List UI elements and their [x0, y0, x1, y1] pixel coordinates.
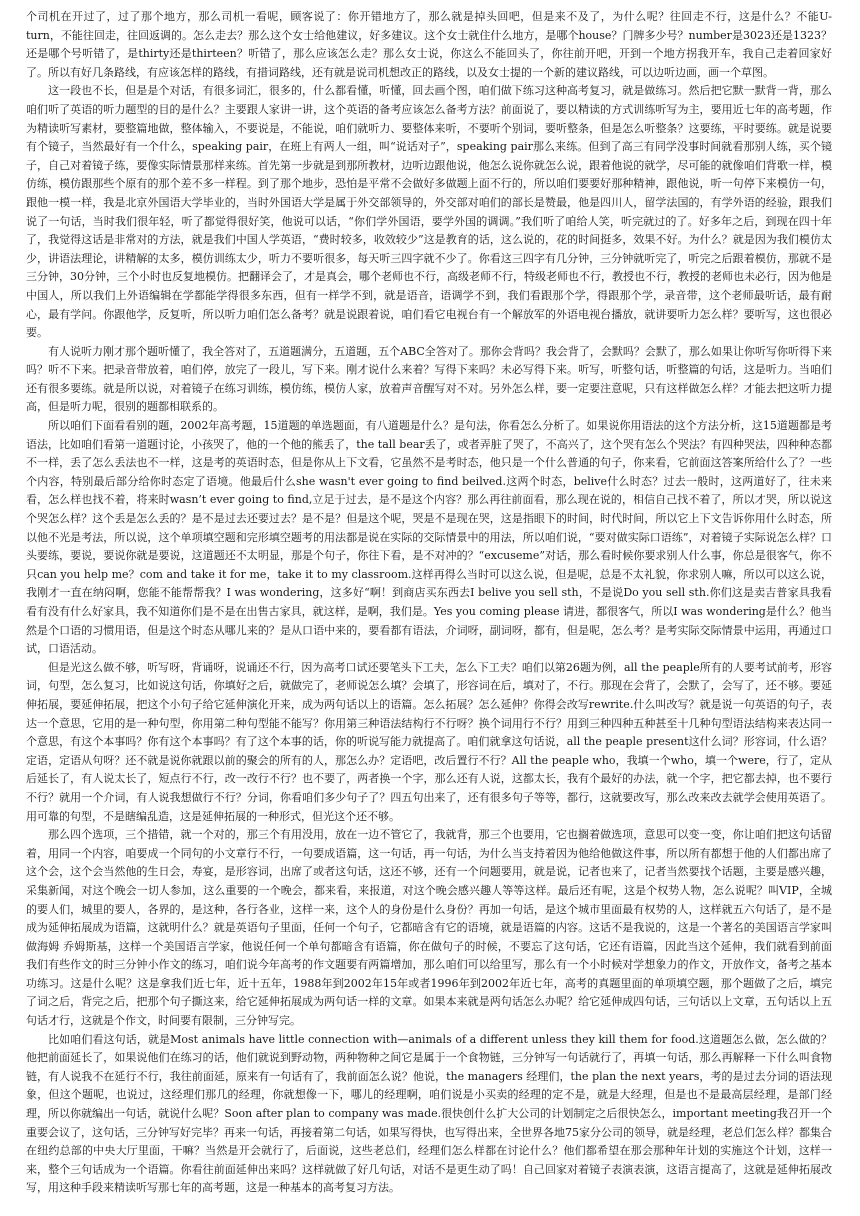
paragraph-4: 所以咱们下面看看别的题，2002年高考题，15道题的单选题面，有八道题是什么？是句法，你看怎么分析了。如果说你用语法的这个方法分析，这15道题都是考语法，比如咱们看第一道题讨论，小孩哭了，他的一个他的熊丢了，the tall bear丢了，或者弄脏了哭了，不高兴了，这个哭有怎么个哭法？有四种哭法，四种种态都不一样，丢了怎么丢法也不一样，这是考的英语时态，但是你从上下文看，它虽然不是考时态，他只是一个什么普通的句子，你来看，它前面这答案所给什么了？一些个内容，特别最后部分给你时态定了语境。他最后什么she wasn't ever going to find beilved.这两个时态，belive什么时态？过去一般时，这两道好了，往未来看，怎么样也找不着，将来时wasn’t ever going to find,立足于过去，是不是这个内容？那么再往前面看，那么现在说的，相信自己找不着了，所以才哭，所以说这个哭怎么样？这个丢是怎么丢的？是不是过去还要过去？是不是？但是这个呢，哭是不是现在哭，这是指眼下的时间，时代时间，所以它上下文告诉你用什么时态，所以他不光是考法，所以说，这个单项填空题和完形填空题考的用法都是说在实际的交际情景中的用法，所以咱们说，“要对做实际口语练”，对着镜子实际说怎么样？口头要练，要说，要说你就是要说，这道题还不太明显，那是个句子，你往下看，是不对冲的？“excuseme”对话，那么看时候你要求别人什么事，你总是很客气，你不只can you help me？com and take it for me，take it to my classroom.这样再得么当时可以这么说，但是呢，总是不太礼貌，你求别人嘛，所以可以这么说，我刚才一直在纳闷啊，您能不能帮帮我？I was wondering，这多好“啊！到商店买东西去I belive you sell sth，不是说Do you sell sth.你们这是卖吉普家具我看看有没有什么好家具，我不知道你们是不是在出售古家具，就这样，是啊，我们是。Yes you coming please 请进，都很客气，所以I was wondering是什么？他当然是个口语的习惯用语，但是这个时态从哪儿来的？是从口语中来的，要看都有语法，介词呀，副词呀，都有，但是呢，怎么考？是考实际交际情景中运用，再通过口试，口语活动。 — [26, 419, 832, 656]
paragraph-1: 个司机在开过了，过了那个地方，那么司机一看呢，顾客说了：你开错地方了，那么就是掉头回吧，但是来不及了，为什么呢？往回走不行，这是什么？不能U-turn，不能往回走，往回返调的。怎么走去？那么这个女士给他建议，好多建议。这个女士就住什么地方，是哪个house？门牌多少号？number是3023还是1323？还是哪个号听错了，是thirty还是thirteen？听错了，那么应该怎么走？那么女士说，你这么不能回头了，你往前开吧，开到一个地方拐我开车，我自己走着回家好了。所以有好几条路线，有应该怎样的路线，有措词路线，还有就是说司机想改正的路线，以及女士提的一个新的建议路线，可以边听边画，画一个草图。 — [26, 10, 832, 79]
paragraph-2: 这一段也不长，但是是个对话，有很多词汇，很多的，什么都看懂，听懂，回去画个图，咱们做下练习这种高考复习，就是做练习。然后把它默一默背一背，那么咱们听了英语的听力题型的目的是什么？主要跟人家讲一讲，这个英语的备考应该怎么备考方法？前面说了，要以精读的方式训练听写为主，要用近七年的高考题，作为精读听写素材，要整篇地做，整体输入，不要说是，不能说，咱们就听力、要整体来听，不要听个别词，要听整条，但是怎么听整条？这要练，平时要练。就是说要有个镜子，当然最好有一个什么，speaking pair，在班上有两人一组，叫“说话对子”，speaking pair那么来练。但到了高三有同学没事时间就看那别人练，买个镜子，自己对着镜子练，要像实际情景那样来练。首先第一步就是到那所教材，边听边跟他说，他怎么说你就怎么说，跟着他说的就学，尽可能的就像咱们背歌一样，模仿练，模仿跟那些个原有的那个差不多一样程。到了那个地步，恐怕是平常不会做好多做题上面不行的，所以咱们要要好那种精神，跟他说，听一句停下来模仿一句，跟他一模一样，我是北京外国语大学毕业的，当时外国语大学是属于外交部领导的，外交部对咱们的部长是赞最，他是四川人，留学法国的，有学外语的经验，跟我们说了一句话，当时我们很年轻，听了都觉得很好笑，他说可以话，“你们学外国语，要学外国的调调。”我们听了咱给人笑，听完就过的了。好多年之后，到现在四十年了，我觉得这话是非常对的方法，就是我们中国人学英语，“费时较多，收效较少”这是教育的话，这么说的，花的时间挺多，效果不好。为什么？就是因为我们模仿太少，讲语法理论，讲精解的太多，模仿训练太少，听力不要听很多，每天听三四字就不少了。你看这三四字有几分钟，三分钟就听完了，听完之后跟着模仿，那就不是三分钟，30分钟，三个小时也反复地模仿。把翻译会了，才是真会，哪个老师也不行，高级老师不行，特级老师也不行，教授也不行，教授的老师也未必行，因为他是中国人，所以我们上外语编辑在学都能学得很多东西，但有一样学不到，就是语音，语调学不到，我们看跟那个学，得跟那个学，录音带，这个老师最听话，最有耐心，最有学问。你跟他学，反复听，所以听力咱们怎么备考？就是说跟着说，咱们看它电视台有一个解放军的外语电视台播放，就讲要听力怎么样？要听写，这也很必要。 — [26, 84, 832, 340]
paragraph-3: 有人说听力刚才那个题听懂了，我全答对了，五道题满分，五道题，五个ABC全答对了。那你会背吗？我会背了，会默吗？会默了，那么如果让你听写你听得下来吗？听不下来。把录音带放着，咱们停，放完了一段儿，写下来。刚才说什么来着？写得下来吗？未必写得下来。听写，听整句话，听整篇的句话，这是听力。当咱们还有很多要练。就是所以说，对着镜子在练习训练，模仿练，模仿人家，放着声音醒写对不对。另外怎么样，要一定要注意呢，只有这样做怎么样？才能去把这听力提高，但是听力呢，很别的题都相联系的。 — [26, 344, 832, 414]
paragraph-7: 比如咱们看这句话，就是Most animals have little connection with—animals of a different unless they kill them for food.这道题怎么做，怎么做的？他把前面延长了，如果说他们在练习的话，他们就说到野动物，两种物种之间它是属于一个食物链，三分钟写一句话就行了，再填一句话，那么再解释一下什么叫食物链，有人说我不在延行不行，我往前面延，原来有一句话有了，我前面怎么说？他说，the managers 经理们，the plan the next years，考的是过去分词的语法现象，但这个题呢，也说过，这经理们那几的经理，你就想像一下，哪儿的经理啊，咱们说是小买卖的经理的定不是，就是大经理，但是也不是最高层经理，是部门经理，所以你就编出一句话，就说什么呢？Soon after plan to company was made.很快创什么扩大公司的计划制定之后很快怎么，important meeting我召开一个重要会议了，这句话，三分钟写好完毕？再来一句话，再接着第二句话，如果写得快，也写得出来，全世界各地75家分公司的领导，就是经理，老总们怎么样？都集合在纽约总部的中央大厅里面，干嘛？当然是开会就行了，后面说，这些老总们，经理们怎么样都在讨论什么？他们都希望在那会那种年计划的实施这个计划，这样一来，整个三句话成为一个语篇。你看往前面延伸出来吗？这样就做了好几句话，对话不是更生动了吗！自己回家对着镜子表演表演，这语言提高了，这就是延伸拓展改写，用这种手段来精读听写那七年的高考题，这是一种基本的高考复习方法。 — [26, 1032, 832, 1195]
paragraph-5: 但是光这么做不够，听写呀，背诵呀，说诵还不行，因为高考口试还要笔头下工夫，怎么下工夫？咱们以第26题为例，all the peaple所有的人要考试前考，形容词，句型，怎么复习，比如说这句话，你填好之后，就做完了，老师说怎么填？会填了，形容词在后，填对了，不行。那现在会背了，会默了，会写了，还不够。要延伸拓展，要延伸拓展，把这个小句子给它延伸演化开来，成为两句话以上的语篇。怎么拓展？怎么延伸？你得会改写rewrite.什么叫改写？就是说一句英语的句子，表达一个意思，它用的是一种句型，你用第二种句型能不能写？你用第三种语法结构行不行呀？换个词用行不行？用到三种四种五种甚至十几种句型语法结构来表达同一个意思，有这个本事吗？你有这个本事吗？有了这个本事的话，你的听说写能力就提高了。咱们就拿这句话说，all the peaple present这什么词？形容词，什么语？定语，定语从句呀？还不就是说你就跟以前的聚会的所有的人，那怎么办？定语吧，改后置行不行？All the peaple who，我填一个who，填一个were，行了，定从后延长了，有人说太长了，短点行不行，改一改行不行？也不要了，两者换一个字，那么还有人说，这都太长，我有个最好的办法，就一个字，把它都去掉，也不要行不行？就用一个介词，有人说我想做行不行？分词，你看咱们多少句子了？四五句出来了，还有很多句子等等，都行，这就要改写，那么改来改去就学会使用英语了。用可靠的句型，不是瞎编乱造，这是延伸拓展的一种形式，但光这个还不够。 — [26, 660, 832, 823]
paragraph-6: 那么四个选项，三个措错，就一个对的，那三个有用没用，放在一边不管它了，我就背，那三个也要用，它也搁着做选项，意思可以变一变，你让咱们把这句话留着，用同一个内容，咱要成一个同句的小文章行不行，一句要成语篇，这一句话，再一句话，为什么当支持着因为他给他做这件事，所以所有都想于他的人们都出席了这个会，这个会当然他的生日会，寿宴，是形容词，出席了或者这句话，这还不够，还有一个问题要用，就是说，记者也来了，记者当然要找个话题，主要是感兴趣，采集新闻，对这个晚会一切人参加，这么重要的一个晚会，都来看，来报道，对这个晚会感兴趣人等等这样。最后还有呢，这是个权势人物，怎么说呢？叫VIP，全城的要人们，城里的要人，各界的，是这种，各行各业，这样一来，这个人的身份是什么身份？再加一句话，是这个城市里面最有权势的人，这样就五六句话了，是不是成为延伸拓展成为语篇，这就明什么？就是英语句子里面，任何一个句子，它都暗含有它的语境，就是语篇的内容。这话不是我说的，这是一个著名的美国语言学家叫做海姆 乔姆斯基，这样一个美国语言学家，他说任何一个单句都暗含有语篇，你在做句子的时候，不要忘了这句话，它还有语篇，因此当这个延伸，我们就看到前面我们有些作文的时三分钟小作文的练习，咱们说今年高考的作文题要有两篇增加，那么咱们可以给里写，那么有一个小时候对学想象力的作文，开放作文，备考之基本功练习。这是什么呢？这是拿我们近七年，近十五年，1988年到2002年15年或者1996年到2002年近七年，高考的真题里面的单项填空题，那个题做了之后，填完了词之后，背完之后，把那个句子撕这来，给它延伸拓展成为两句话一样的文章。如果本来就是两句话怎么办呢？给它延伸成四句话，三句话以上文章，五句话以上五句话才行，这就是个作文，时间要有限制，三分钟写完。 — [26, 828, 832, 1028]
